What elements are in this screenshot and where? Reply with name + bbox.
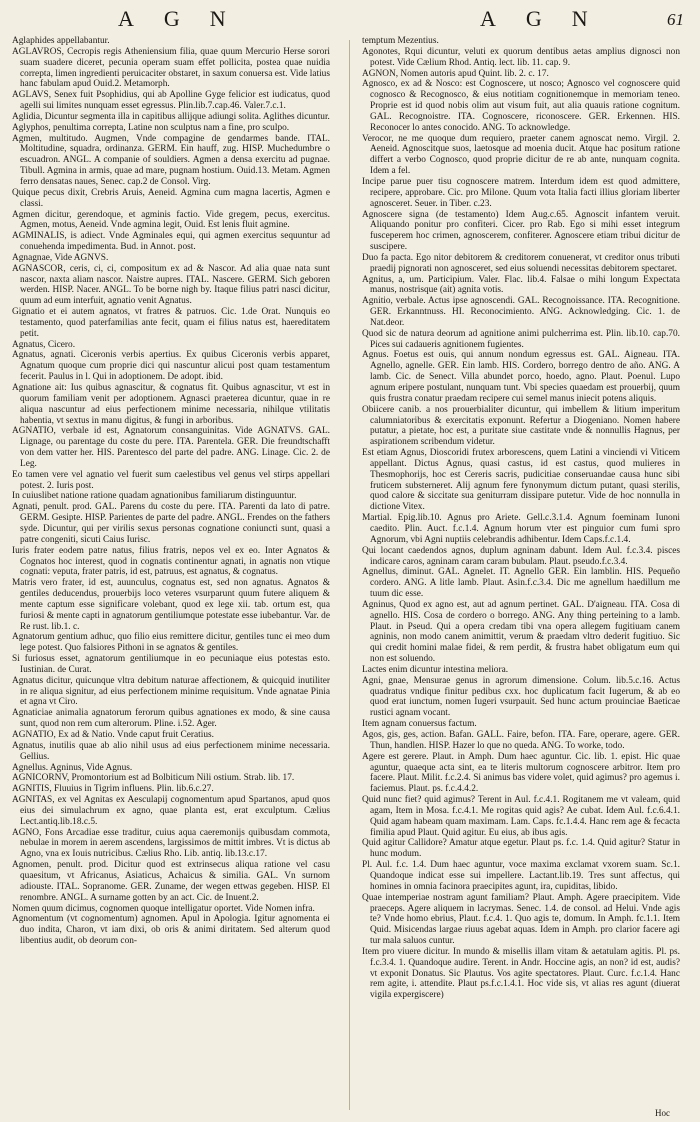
dictionary-entry: Agnomen, penult. prod. Dicitur quod est extrinsecus aliqua ratione vel casu quaesitum, vt Africanus, Asiaticus, Achaicus & similia. GAL. Vn surnom adiouste. ITAL. Sopranome. GER. Zuname, der wegen ettwas gegeben. HISP. El renombre. ANGL. A surname gotten by an act. Cic. de Inuent.2. [12, 860, 330, 903]
dictionary-entry: Iuris frater eodem patre natus, filius fratris, nepos vel ex eo. Inter Agnatos & Cognatos hoc interest, quod in cognatis continentur agnati, in agnatis non vtique cognati: veputa, frater patris, id est, patruus, est agnatus, & cognatus. [12, 545, 330, 578]
dictionary-entry: Pl. Aul. f.c. 1.4. Dum haec aguntur, voce maxima exclamat vxorem suam. Sc.1. Quandoque indicat esse sui impellere. Lactant.lib.19. Tres sunt affectus, qui homines in omnia facinora praecipites agunt, ira, cupiditas, libido. [362, 860, 680, 892]
dictionary-entry: Gignatio et ei autem agnatos, vt fratres & patruos. Cic. 1.de Orat. Nunquis eo testamento, quod paterfamilias ante fecit, quam ei filius natus est, haereditatem petit. [12, 307, 330, 339]
dictionary-entry: Quique pecus dixit, Crebris Aruis, Aeneid. Agmina cum magna lacertis, Agmen e classi. [12, 187, 330, 209]
dictionary-entry: Agninus, Quod ex agno est, aut ad agnum pertinet. GAL. D'aigneau. ITA. Cosa di agnello. HIS. Cosa de cordero o borrego. ANG. Any thing perteining to a lamb. Plaut. in Pseud. Qui a opera credam tibi vna opera allegem fugitiuam canem agninis, non modo canem animittit, verum & praedam vltro dederit fugitiuo. Sic qui credit homini malae fidei, & rem perdit, & frustra habet obligatum eum qui non est soluendo. [362, 599, 680, 665]
dictionary-entry: Qui locant caedendos agnos, duplum agninam dabunt. Idem Aul. f.c.3.4. pisces indicare caros, agninam caram caram bubulam. Plaut. pseudo.f.c.3.4. [362, 545, 680, 567]
dictionary-entry: Agnagnae, Vide AGNVS. [12, 252, 109, 263]
dictionary-entry: AGLAVROS, Cecropis regis Atheniensium filia, quae quum Mercurio Herse sorori suam suadere diceret, pecunia operam suam effet pollicita, postea quae nuidia correpta, limen ingredienti peruicaciter obstaret, in saxum conuersa est. Vide latius hanc fabulam apud Ouid.2. Metamorph. [12, 46, 330, 90]
catchword: Hoc [655, 1108, 670, 1118]
dictionary-entry: Lactes enim dicuntur intestina meliora. [362, 664, 509, 675]
dictionary-entry: AGLAVS, Senex fuit Psophidius, qui ab Apolline Gyge felicior est iudicatus, quod agelli sui limites nunquam esset egressus. Plin.lib.7.cap.46. Valer.7.c.1. [12, 90, 330, 112]
dictionary-entry: AGNITAS, ex vel Agnitas ex Aesculapij cognomentum apud Spartanos, apud quos eius dei simulachrum ex agno, quae planta est, erat exculptum. Cælius Lect.antiq.lib.18.c.5. [12, 795, 330, 827]
dictionary-entry: AGNO, Fons Arcadiae esse traditur, cuius aqua caeremonijs quibusdam commota, nebulae in morem in aerem ascendens, largissimos de mittit imbres. Vt is dictus ab Agno, vna ex Iouis nutricibus. Cælius Rho. Lib. antiq. lib.13.c.17. [12, 827, 330, 860]
dictionary-entry: Agnomentum (vt cognomentum) agnomen. Apul in Apologia. Igitur agnomenta ei duo indita, Charon, vt iam dixi, ob oris & animi diritatem. Sed alterum quod libentius audit, ob deorum con- [12, 914, 330, 947]
dictionary-entry: Agni, gnae, Mensurae genus in agrorum dimensione. Colum. lib.5.c.16. Actus quadratus vndique finitur pedibus cxx. hoc duplicatum facit Iugerum, & ab eo quod erat iunctum, nomen Iugeri vsurpauit. Sed hunc actum prouinciae Baeticae rustici agnam vocant. [362, 675, 680, 719]
dictionary-entry: AGNICORNV, Promontorium est ad Bolbiticum Nili ostium. Strab. lib. 17. [12, 773, 295, 784]
dictionary-entry: Agnus. Foetus est ouis, qui annum nondum egressus est. GAL. Aigneau. ITA. Agnello, agnelle. GER. Ein lamb. HIS. Cordero, borrego dentro de año. ANG. A lamb. Cic. de Senect. Villa abundet porco, hoedo, agno. Plaut. Poenul. Lupo agnum eripere postulant, nunquam tunt. Vbi species quaedam est prouerbij, quum quis frustra conatur praedam recipere cui semel manus iniecit potens aliquis. [362, 350, 680, 404]
dictionary-entry: Quae intemperiae nostram agunt familiam? Plaut. Amph. Agere praecipitem. Vide praeceps. Agere aliquem in lacrymas. Senec. 1.4. de consol. ad Helui. Vnde agis te? Vnde homo ebrius, Plaut. f.c.4. 1. Quo agis te, domum. In Amph. fc.1.1. Item Quid. Misicendas largae riuus agebat aquas. Idem in Amph. pro clarior facere agi tur mala saluos cuntur. [362, 892, 680, 947]
dictionary-entry: Item agnam conuersus factum. [362, 719, 477, 730]
dictionary-entry: Matris vero frater, id est, auunculus, cognatus est, sed non agnatus. Agnatos & gentiles deducendus, prouerbijs loco veteres vsurparunt quum futere aliquem & mente captum esse significare volebant, quod ex lege xii. tab. ortum est, qua furiosi & mente capti in agnatorum gentiliumque potestate esse iubebantur. Var. de Re rust. lib.1. c. [12, 578, 330, 632]
dictionary-entry: Agnosco, ex ad & Nosco: est Cognoscere, ut nosco; Agnosco vel cognoscere quid cognosco & Recognosco, & eius notitiam cognitionemque in memoriam teneo. Proprie est id quod nobis olim aut visum fuit, aut alia quauis ratione cognitum. GAL. Recognoistre. ITA. Cognoscere, riconoscere. GER. Erkennen. HIS. Reconocer lo antes conocido. ANG. To acknowledge. [362, 79, 680, 133]
dictionary-entry: Agnatorum gentium adhuc, quo filio eius remittere dicitur, gentiles tunc ei meo dum lege potest. Quo falsiores Pithoni in se agnatos & gentiles. [12, 632, 330, 654]
dictionary-entry: Aglaphides appellabantur. [12, 36, 110, 46]
header-right-word: AGN [480, 6, 618, 31]
left-column [12, 36, 330, 1116]
dictionary-entry: Agnitus, a, um. Participium. Valer. Flac. lib.4. Falsae o mihi longum Expectata manus, nostrisque (ait) agnita votis. [362, 274, 680, 296]
dictionary-entry: Agnellus. Agninus, Vide Agnus. [12, 762, 133, 773]
dictionary-entry: Agnati, penult. prod. GAL. Parens du coste du pere. ITA. Parenti da lato di patre. GERM. Gesipte. HISP. Parientes de parte del padre. ANGL. Frendes on the fathers syde. Dicuntur, qui per virilis sexus personas cognatione coniuncti sunt, quasi a patre congeniti, sicuti Caius Iurisc. [12, 502, 330, 545]
dictionary-entry: Incipe parue puer tisu cognoscere matrem. Interdum idem est quod admittere, recipere, approbare. Cic. pro Milone. Quum vota Italia facti illius gloriam liberter agnosceret. Seuer. in Tiber. c.23. [362, 176, 680, 209]
dictionary-entry: AGNATIO, Ex ad & Natio. Vnde caput fruit Ceratius. [12, 730, 214, 740]
dictionary-entry: Est etiam Agnus, Dioscoridi frutex arborescens, quem Latini a vinciendi vi Viticem appellant. Dictus Agnus, quasi castus, id est castus, quod mulieres in Thesmophorijs, hoc est Cereris sacris, pudicitiae conseruandae causa hunc sibi fruticem substerneret. Alij agnum fere fynonymum dictum putant, quasi sterilis, quod calore & siccitate sua geniturram dissipare putetur. Vide de hoc nonnulla in dictione Vitex. [362, 448, 680, 513]
dictionary-entry: Agmen dicitur, gerendoque, et agminis factio. Vide gregem, pecus, exercitus. Agmen, motus, Aeneid. Vnde agmina legit, Ouid. Est lenis fluit agmine. [12, 209, 330, 231]
dictionary-entry: AGMINALIS, is adiect. Vnde Agminales equi, qui agmen exercitus sequuntur ad conuehenda impedimenta. Bud. in Annot. post. [12, 231, 330, 253]
dictionary-entry: Verocor, ne me quoque dum requiero, praeter canem agnoscat nemo. Virgil. 2. Aeneid. Agnoscitque suos, laetosque ad moenia ducit. Atque hac positum ratione differt a verbo Cognosco, quod proprie dicitur de re ab ante, nunquam cognita. Idem a fel. [362, 133, 680, 177]
dictionary-entry: Agnitio, verbale. Actus ipse agnoscendi. GAL. Recognoissance. ITA. Recognitione. GER. Erkanntnuss. HI. Reconocimiento. ANG. Acknowledging. Cic. 1. de Nat.deor. [362, 296, 680, 328]
dictionary-entry: Martial. Epig.lib.10. Agnus pro Ariete. Gell.c.3.1.4. Agnum foeminam Iunoni caedito. Plin. Auct. f.c.1.4. Agnum horum vter est pinguior cum fumi spro Agnorum, vbi Agni nuptiis celebrandis adhibentur. Idem Caps.f.c.1.4. [362, 513, 680, 545]
dictionary-entry: Duo fa pacta. Ego nitor debitorem & creditorem conuenerat, vt creditor onus tributi praedij pignorati non agnosceret, sed eius soluendi necessitas debitorem spectaret. [362, 252, 680, 274]
dictionary-entry: Eo tamen vere vel agnatio vel fuerit sum caelestibus vel genus vel stirps appellari potest. 2. Iuris post. [12, 469, 330, 491]
dictionary-entry: Agnoscere signa (de testamento) Idem Aug.c.65. Agnoscit infantem veruit. Aliquando ponitur pro confiteri. Cicer. pro Rab. Ego si mihi esset integrum fusceperem hoc crimen, agnoscerem, confiterer. Agnoscere etiam tribui dicitur de suscipere. [362, 209, 680, 253]
dictionary-entry: Obiicere canib. a nos prouerbialiter dicuntur, qui imbellem & litium imperitum calumniatoribus & exercitatis exponunt. Refertur a Diogeniano. Nomen habere putatur, a pietate, hoc est, a puritate siue castitate vnde & nonnullis Hagnus, per aspirationem scribendum videtur. [362, 404, 680, 448]
dictionary-entry: Agnatus, agnati. Ciceronis verbis apertius. Ex quibus Ciceronis verbis apparet, Agnatum quoque cum proprie dici qui nascuntur alicui post quam testamentum fecerit. Paulus in l. Qui in adoptionem. De adopt. ibid. [12, 350, 330, 383]
dictionary-entry: Agnellus, diminut. GAL. Agnelet. IT. Agnello GER. Ein lamblin. HIS. Pequeño cordero. ANG. A litle lamb. Plaut. Asin.f.c.3.4. Dic me agnellum haedillum me tuum dic esse. [362, 567, 680, 600]
dictionary-entry: Nomen quum dicimus, cognomen quoque intelligatur oportet. Vide Nomen infra. [12, 903, 315, 914]
dictionary-entry: Quid nunc fiet? quid agimus? Terent in Aul. f.c.4.1. Rogitanem me vt valeam, quid agam, Item in Mosa. f.c.4.1. Me rogitas quid agis? Ae cubat. Idem Aul. f.c.6.4.1. Quid agam habeam quam maximam. Lam. Caps. fc.1.4.4. Hanc rem age & fecacta fimilia apud Plaut. Quid agitur. Eu eius, ab ibus agis. [362, 795, 680, 838]
running-header [0, 6, 700, 34]
dictionary-entry: Agere est gerere. Plaut. in Amph. Dum haec aguntur. Cic. lib. 1. epist. Hic quae aguntur, quaeque acta sint, ea te literis multorum cognoscere arbitror. Item pro facere. Plaut. Milit. f.c.2.4. Si animus bas videre volet, quid agimus? pro agemus i. faciemus. Plaut. ps. f.c.4.4.2. [362, 751, 680, 795]
dictionary-entry: Aglidia, Dicuntur segmenta illa in capitibus allijque adiungi solita. Aglithes dicuntur. [12, 111, 330, 122]
page-number: 61 [667, 10, 684, 29]
dictionary-entry: Agnaticiae animalia agnatorum ferorum quibus agnationes ex modo, & sine causa sunt, quod non rem cum alterorum. Pline. i.52. Ager. [12, 708, 330, 730]
dictionary-entry: Quid agitur Callidore? Amatur atque egetur. Plaut ps. f.c. 1.4. Quid agitur? Statur in hunc modum. [362, 838, 680, 860]
column-divider [349, 40, 350, 1110]
dictionary-entry: Agmen, multitudo. Augmen, Vnde compagine de gendarmes bande. ITAL. Moltitudine, squadra, ordinanza. GERM. Ein hauff, zug. HISP. Muchedumbre o escuadron. ANGL. A companie of souldiers. Agmen a densa exercitu ad pugnae. Tibull. Agmina in armis, quae ad mare, pugnam hostium. Ouid.13. Metam. Agmen ferro densatas naues, Senec. cap.2 de Consol. Virg. [12, 133, 330, 187]
dictionary-entry: In cuiuslibet natione ratione quadam agnationibus familiarum distinguuntur. [12, 491, 297, 502]
dictionary-entry: Quod sic de natura deorum ad agnitione animi pulcherrima est. Plin. lib.10. cap.70. Pices sui cadaueris agnitionem fugientes. [362, 328, 680, 350]
dictionary-entry: Agos, gis, ges, action. Bafan. GALL. Faire, befon. ITA. Fare, operare, agere. GER. Thun, handlen. HISP. Hazer lo que no queda. ANG. To worke, todo. [362, 730, 680, 751]
dictionary-entry: AGNITIS, Fluuius in Tigrim influens. Plin. lib.6.c.27. [12, 784, 214, 795]
right-column [362, 36, 680, 1116]
dictionary-entry: AGNASCOR, ceris, ci, ci, compositum ex ad & Nascor. Ad alia quae nata sunt nascor, naxta aliam nascor. Naistre aupres. ITAL. Nascere. GERM. Sich geboren werden. HISP. Nacer. ANGL. To be borne nigh by. Itaque filius patri nasci dicitur, quum ad eum interfuit, agnatio venit Agnatus. [12, 263, 330, 307]
dictionary-entry: Aglyphos, penultima correpta, Latine non sculptus nam a fine, pro sculpo. [12, 122, 290, 133]
dictionary-entry: Agnatus, Cicero. [12, 339, 76, 350]
dictionary-entry: Si furiosus esset, agnatorum gentiliumque in eo pecuniaque eius potestas esto. Iustinian. de Curat. [12, 654, 330, 675]
dictionary-entry: Agonotes, Rqui dicuntur, veluti ex quorum dentibus aetas amplius dignosci non potest. Vide Cælium Rhod. Antiq. lect. lib. 11. cap. 9. [362, 46, 680, 68]
dictionary-entry: AGNATIO, verbale id est, Agnatorum consanguinitas. Vide AGNATVS. GAL. Lignage, ou parentage du coste du pere. ITA. Parentela. GER. Die freundtschafft von dem vatter her. HIS. Parentesco del parte del padre. ANG. Linage. Cic. 2. de Leg. [12, 426, 330, 469]
dictionary-entry: Agnatus dicitur, quicunque vltra debitum naturae affectionem, & quicquid inutiliter in re aliqua signitur, ad eius perfectionem minime requisitum. Vnde agnatae Pinia et agna vt Ciro. [12, 675, 330, 708]
header-left-word: AGN [118, 6, 256, 31]
dictionary-entry: temptum Mezentius. [362, 36, 439, 46]
dictionary-entry: Item pro viuere dicitur. In mundo & misellis illam vitam & aetatulam agitis. Pl. ps. f.c.3.4. 1. Quandoque audire. Terent. in Andr. Hoccine agis, an non? id est, audis? vt exponit Donatus. Sic Plautus. Vos agite spectatores. Plaut. Curc. f.c.1.4. Hanc rem agite, i. attendite. Plaut ps.f.c.1.4.1. Hoc vide sis, vt alias res agunt (diuerat vigila expergiscere) [362, 946, 680, 1001]
dictionary-entry: Agnatione ait: Ius quibus agnascitur, & cognatus fit. Quibus agnascitur, vt est in quorum familiam venit per adoptionem. Agnasci praeterea dicuntur, quae in re aliqua nascuntur ad eius perfectionem minime necessaria, nihilque vtilitatis habentia, vt sextus in manu digitus, & fungi in arboribus. [12, 383, 330, 426]
dictionary-entry: AGNON, Nomen autoris apud Quint. lib. 2. c. 17. [362, 68, 549, 79]
dictionary-entry: Agnatus, inutilis quae ab alio nihil usus ad eius perfectionem minime necessaria. Gellius. [12, 740, 330, 762]
